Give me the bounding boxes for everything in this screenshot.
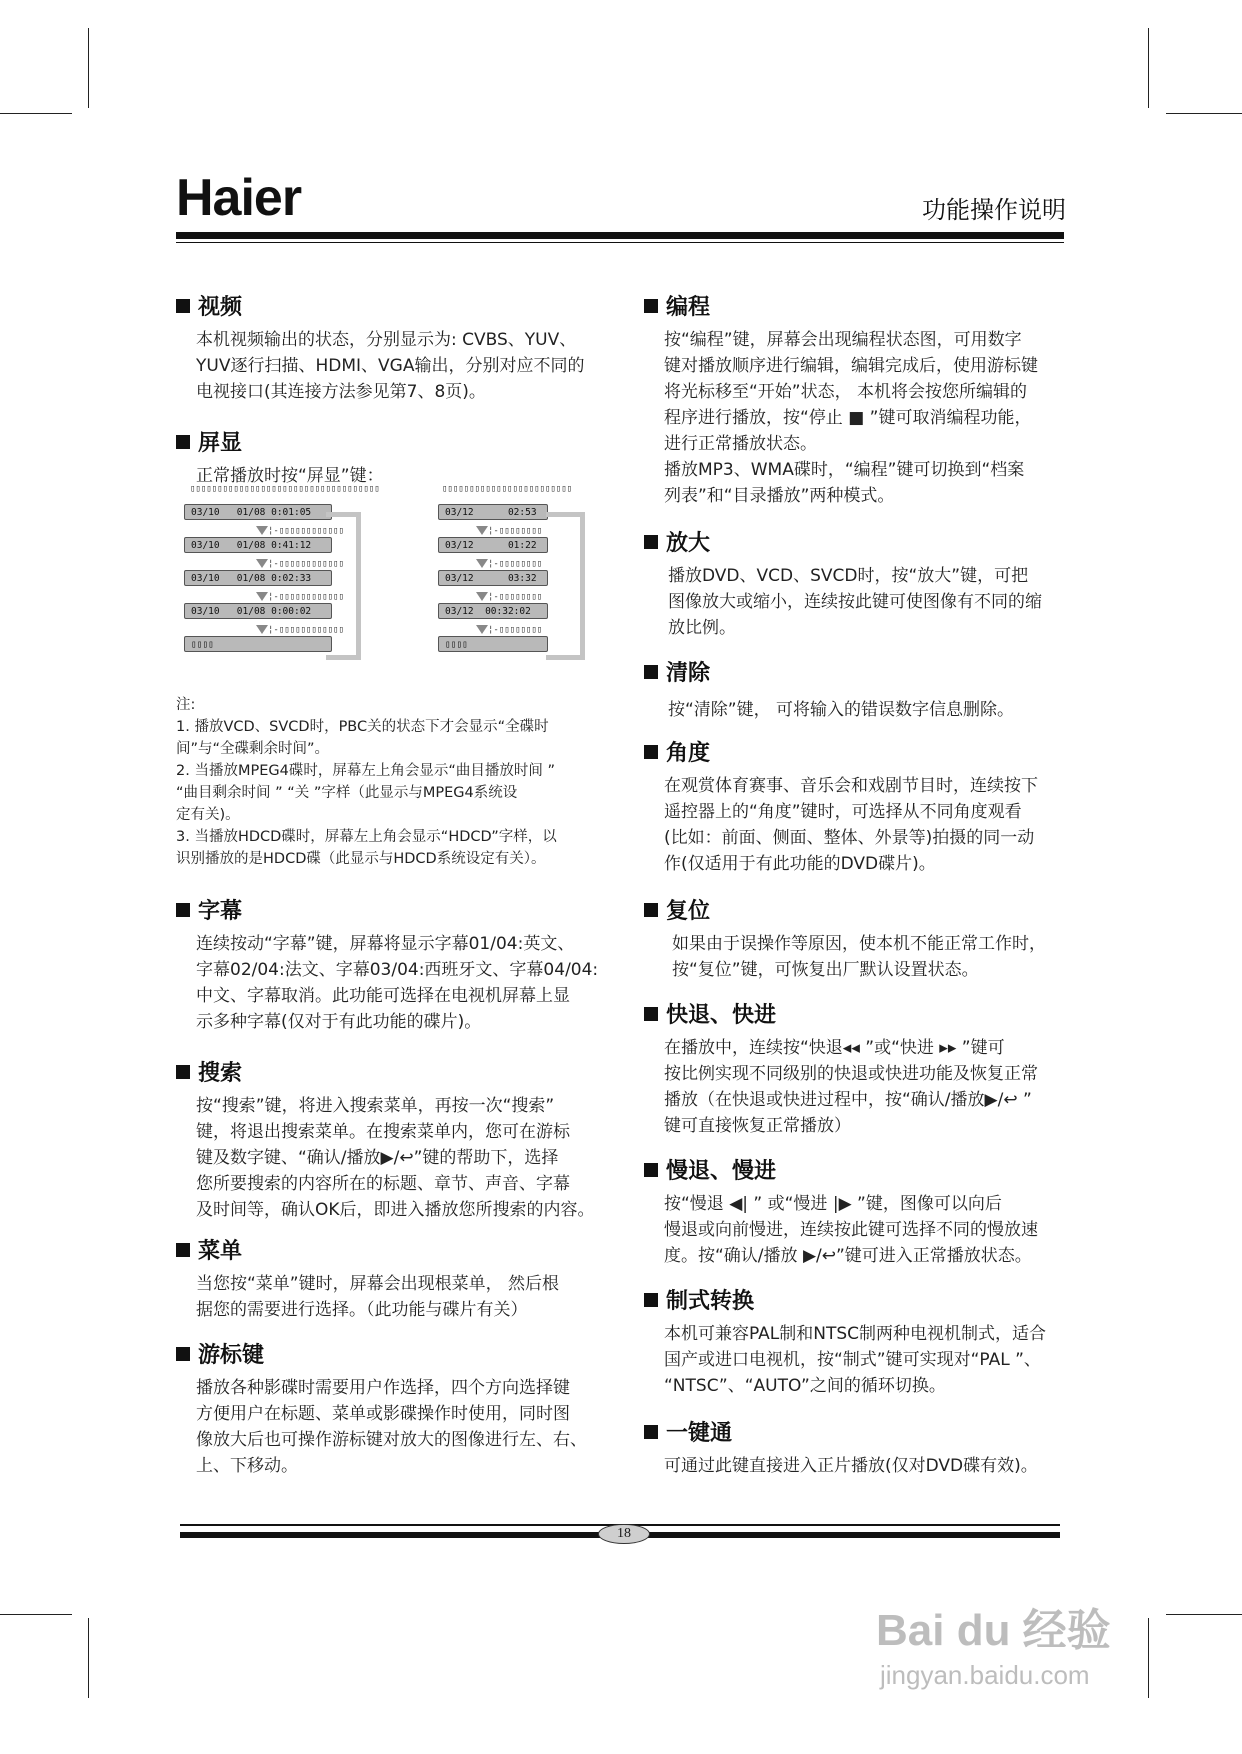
section-heading: 一键通 bbox=[644, 1416, 1038, 1447]
section-body: 正常播放时按“屏显”键： bbox=[196, 466, 384, 486]
arrow-down-icon bbox=[256, 526, 268, 535]
section-heading: 游标键 bbox=[176, 1338, 587, 1369]
osd-bar-off: ▯▯▯▯ bbox=[438, 636, 548, 652]
section-zoom bbox=[644, 526, 1042, 641]
section-osd bbox=[176, 426, 384, 489]
bullet-square-icon bbox=[644, 1293, 658, 1307]
diagram-legend: ▯▯▯▯▯▯▯▯▯▯▯▯▯▯▯▯▯▯▯▯▯▯▯▯▯▯▯▯▯▯▯▯▯▯▯ bbox=[190, 484, 380, 494]
bullet-square-icon bbox=[644, 1007, 658, 1021]
loop-arrow bbox=[546, 512, 585, 660]
osd-desc: ¦-▯▯▯▯▯▯▯▯▯▯▯▯ bbox=[268, 526, 344, 536]
watermark-url: jingyan.baidu.com bbox=[880, 1660, 1090, 1690]
section-body: 按“慢退 ◀| ” 或“慢进 |▶ ”键，图像可以向后 慢退或向前慢进，连续按此键可选择不同的慢放速 度。按“确认/播放 ▶/↩”键可进入正常播放状态。 bbox=[664, 1194, 1038, 1266]
section-cursor-keys bbox=[176, 1338, 587, 1479]
bullet-square-icon bbox=[176, 299, 190, 313]
osd-bar: 03/10 01/08 0:01:05 bbox=[184, 504, 332, 520]
section-heading: 慢退、慢进 bbox=[644, 1154, 1038, 1185]
osd-desc: ¦-▯▯▯▯▯▯▯▯ bbox=[488, 526, 543, 536]
section-heading: 屏显 bbox=[176, 426, 384, 457]
osd-desc: ¦-▯▯▯▯▯▯▯▯▯▯▯▯ bbox=[268, 625, 344, 635]
crop-mark bbox=[88, 1618, 89, 1698]
bullet-square-icon bbox=[644, 1163, 658, 1177]
bullet-square-icon bbox=[644, 299, 658, 313]
diagram-legend: ▯▯▯▯▯▯▯▯▯▯▯▯▯▯▯▯▯▯▯▯▯▯▯▯ bbox=[442, 484, 573, 494]
section-heading: 视频 bbox=[176, 290, 584, 321]
section-body: 按“清除”键， 可将输入的错误数字信息删除。 bbox=[668, 700, 1015, 720]
section-slow bbox=[644, 1154, 1038, 1269]
crop-mark bbox=[0, 1614, 72, 1615]
section-heading: 菜单 bbox=[176, 1234, 559, 1265]
brand-logo: Haier bbox=[176, 169, 302, 227]
section-clear bbox=[644, 656, 1014, 723]
section-one-touch bbox=[644, 1416, 1038, 1479]
section-body: 当您按“菜单”键时，屏幕会出现根菜单， 然后根 据您的需要进行选择。（此功能与碟片有关） bbox=[196, 1274, 560, 1320]
section-body: 本机可兼容PAL制和NTSC制两种电视机制式，适合 国产或进口电视机，按“制式”键可实现对“PAL ”、 “NTSC”、“AUTO”之间的循环切换。 bbox=[664, 1324, 1047, 1396]
section-heading: 快退、快进 bbox=[644, 998, 1038, 1029]
section-heading: 编程 bbox=[644, 290, 1038, 321]
osd-desc: ¦-▯▯▯▯▯▯▯▯ bbox=[488, 592, 543, 602]
crop-mark bbox=[88, 28, 89, 108]
osd-desc: ¦-▯▯▯▯▯▯▯▯▯▯▯▯ bbox=[268, 592, 344, 602]
section-body: 播放各种影碟时需要用户作选择，四个方向选择键 方便用户在标题、菜单或影碟操作时使用，同时图 像放大后也可操作游标键对放大的图像进行左、右、 上、下移动。 bbox=[196, 1378, 587, 1476]
osd-desc: ¦-▯▯▯▯▯▯▯▯ bbox=[488, 625, 543, 635]
section-body: 连续按动“字幕”键，屏幕将显示字幕01/04:英文、 字幕02/04:法文、字幕03/04:西班牙文、字幕04/04: 中文、字幕取消。此功能可选择在电视机屏幕上显 示多种字幕(仅对于有此功能的碟片)。 bbox=[196, 934, 599, 1032]
section-body: 如果由于误操作等原因，使本机不能正常工作时， 按“复位”键，可恢复出厂默认设置状态。 bbox=[672, 934, 1046, 980]
section-heading: 放大 bbox=[644, 526, 1042, 557]
header-rule-thin bbox=[176, 242, 1064, 243]
notes-block: 注: 1. 播放VCD、SVCD时，PBC关的状态下才会显示“全碟时 间”与“全碟剩余时间”。 2. 当播放MPEG4碟时，屏幕左上角会显示“曲目播放时间 ” “曲目剩余时间 ” “关 ”字样（此显示与MPEG4系统设 定有关)。 3. 当播放HDCD碟时，屏幕左上角会显示“HDCD”字样，以 识别播放的是HDCD碟（此显示与HDCD系统设定有关）。 bbox=[176, 694, 557, 870]
section-angle bbox=[644, 736, 1038, 877]
osd-desc: ¦-▯▯▯▯▯▯▯▯▯▯▯▯ bbox=[268, 559, 344, 569]
osd-bar: 03/10 01/08 0:41:12 bbox=[184, 537, 332, 553]
section-tv-system bbox=[644, 1284, 1046, 1399]
section-reset bbox=[644, 894, 1046, 983]
bullet-square-icon bbox=[176, 1243, 190, 1257]
osd-bar: 03/12 01:22 bbox=[438, 537, 548, 553]
crop-mark bbox=[1166, 113, 1242, 114]
arrow-down-icon bbox=[476, 592, 488, 601]
section-video bbox=[176, 290, 584, 405]
osd-bar: 03/12 00:32:02 bbox=[438, 603, 548, 619]
bullet-square-icon bbox=[176, 435, 190, 449]
section-body: 在播放中，连续按“快退◂◂ ”或“快进 ▸▸ ”键可 按比例实现不同级别的快退或快进功能及恢复正常 播放（在快退或快进过程中，按“确认/播放▶/↩ ” 键可直接恢复正常播放） bbox=[664, 1038, 1038, 1136]
arrow-down-icon bbox=[256, 559, 268, 568]
watermark-brand: Bai du 经验 bbox=[876, 1606, 1111, 1655]
arrow-down-icon bbox=[476, 625, 488, 634]
section-heading: 复位 bbox=[644, 894, 1046, 925]
osd-bar: 03/12 02:53 bbox=[438, 504, 548, 520]
crop-mark bbox=[0, 113, 72, 114]
section-heading: 字幕 bbox=[176, 894, 598, 925]
section-heading: 搜索 bbox=[176, 1056, 595, 1087]
section-body: 本机视频输出的状态，分别显示为: CVBS、YUV、 YUV逐行扫描、HDMI、VGA输出，分别对应不同的 电视接口(其连接方法参见第7、8页)。 bbox=[196, 330, 585, 402]
notes-label: 注: bbox=[176, 697, 196, 713]
bullet-square-icon bbox=[644, 745, 658, 759]
bullet-square-icon bbox=[644, 665, 658, 679]
osd-bar-off: ▯▯▯▯ bbox=[184, 636, 332, 652]
arrow-down-icon bbox=[256, 592, 268, 601]
arrow-down-icon bbox=[476, 526, 488, 535]
osd-bar: 03/12 03:32 bbox=[438, 570, 548, 586]
section-body: 播放DVD、VCD、SVCD时，按“放大”键，可把 图像放大或缩小，连续按此键可使图像有不同的缩 放比例。 bbox=[668, 566, 1042, 638]
section-body: 按“编程”键，屏幕会出现编程状态图，可用数字 键对播放顺序进行编辑，编辑完成后，使用游标键 将光标移至“开始”状态， 本机将会按您所编辑的 程序进行播放，按“停止 ■ ”键可取消编程功能， 进行正常播放状态。 播放MP3、WMA碟时，“编程”键可切换到“档案 列表”和“目录播放”两种模式。 bbox=[664, 330, 1038, 506]
page-title: 功能操作说明 bbox=[922, 196, 1066, 224]
osd-desc: ¦-▯▯▯▯▯▯▯▯ bbox=[488, 559, 543, 569]
crop-mark bbox=[1166, 1614, 1242, 1615]
section-heading: 制式转换 bbox=[644, 1284, 1046, 1315]
section-search bbox=[176, 1056, 595, 1223]
section-body: 可通过此键直接进入正片播放(仅对DVD碟有效)。 bbox=[664, 1456, 1038, 1476]
bullet-square-icon bbox=[644, 1425, 658, 1439]
page-number: 18 bbox=[598, 1524, 650, 1544]
crop-mark bbox=[1148, 28, 1149, 108]
header-rule bbox=[176, 232, 1064, 239]
osd-bar: 03/10 01/08 0:02:33 bbox=[184, 570, 332, 586]
section-heading: 清除 bbox=[644, 656, 1014, 687]
section-program bbox=[644, 290, 1038, 509]
bullet-square-icon bbox=[176, 1065, 190, 1079]
osd-bar: 03/10 01/08 0:00:02 bbox=[184, 603, 332, 619]
osd-diagram bbox=[176, 482, 616, 672]
section-subtitle bbox=[176, 894, 598, 1035]
arrow-down-icon bbox=[256, 625, 268, 634]
bullet-square-icon bbox=[644, 903, 658, 917]
bullet-square-icon bbox=[176, 1347, 190, 1361]
bullet-square-icon bbox=[644, 535, 658, 549]
section-heading: 角度 bbox=[644, 736, 1038, 767]
crop-mark bbox=[1148, 1618, 1149, 1698]
bullet-square-icon bbox=[176, 903, 190, 917]
section-body: 在观赏体育赛事、音乐会和戏剧节目时，连续按下 遥控器上的“角度”键时，可选择从不同角度观看 (比如：前面、侧面、整体、外景等)拍摄的同一动 作(仅适用于有此功能的DVD碟片)。 bbox=[664, 776, 1038, 874]
arrow-down-icon bbox=[476, 559, 488, 568]
section-body: 按“搜索”键，将进入搜索菜单，再按一次“搜索” 键，将退出搜索菜单。在搜索菜单内，您可在游标 键及数字键、“确认/播放▶/↩”键的帮助下，选择 您所要搜索的内容所在的标题、章节、声音、字幕 及时间等，确认OK后，即进入播放您所搜索的内容。 bbox=[196, 1096, 595, 1220]
section-menu bbox=[176, 1234, 559, 1323]
section-rewind-forward bbox=[644, 998, 1038, 1139]
